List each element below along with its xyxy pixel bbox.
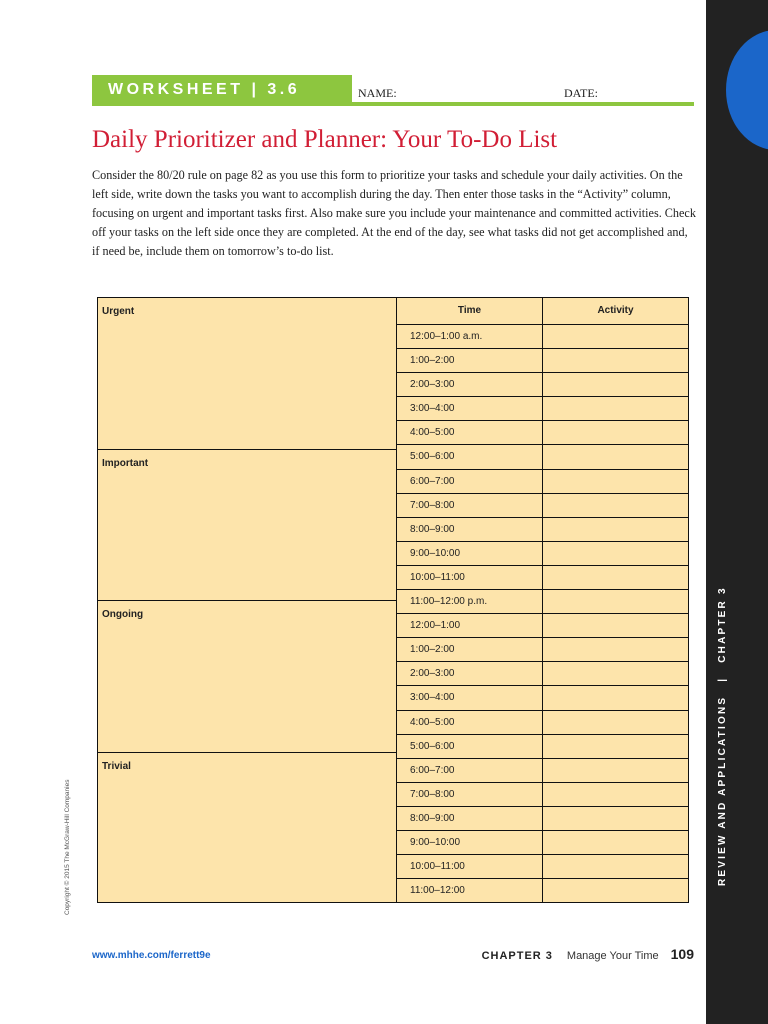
table-row xyxy=(397,711,688,735)
table-row xyxy=(397,542,688,566)
time-slot: 9:00–10:00 xyxy=(397,542,543,565)
table-row xyxy=(397,494,688,518)
priority-label: Important xyxy=(102,458,149,469)
side-chapter-label: CHAPTER 3 xyxy=(717,586,728,663)
time-slot: 2:00–3:00 xyxy=(397,373,543,396)
time-slot: 9:00–10:00 xyxy=(397,831,543,854)
table-row xyxy=(397,686,688,710)
activity-cell[interactable] xyxy=(543,614,688,637)
table-row xyxy=(397,879,688,903)
priority-cell-ongoing[interactable] xyxy=(98,601,396,753)
activity-column-header: Activity xyxy=(597,305,634,316)
time-slot: 4:00–5:00 xyxy=(397,421,543,444)
activity-cell[interactable] xyxy=(543,638,688,661)
table-row xyxy=(397,397,688,421)
priority-column xyxy=(98,298,397,902)
priority-cell-trivial[interactable] xyxy=(98,753,396,902)
time-slot: 12:00–1:00 xyxy=(397,614,543,637)
priority-label: Ongoing xyxy=(102,609,144,620)
time-slot: 11:00–12:00 p.m. xyxy=(397,590,543,613)
activity-cell[interactable] xyxy=(543,662,688,685)
activity-cell[interactable] xyxy=(543,783,688,806)
time-slot: 5:00–6:00 xyxy=(397,735,543,758)
date-field-label: DATE: xyxy=(564,86,598,100)
activity-cell[interactable] xyxy=(543,686,688,709)
worksheet-header xyxy=(92,75,694,108)
table-row xyxy=(397,590,688,614)
copyright-notice: Copyright © 2015 The McGraw-Hill Companies xyxy=(64,779,71,915)
table-row xyxy=(397,614,688,638)
table-row xyxy=(397,807,688,831)
page-number: 109 xyxy=(670,946,694,962)
table-row xyxy=(397,783,688,807)
time-slot: 12:00–1:00 a.m. xyxy=(397,325,543,348)
activity-cell[interactable] xyxy=(543,325,688,348)
time-slot: 3:00–4:00 xyxy=(397,397,543,420)
table-row xyxy=(397,759,688,783)
table-row xyxy=(397,421,688,445)
side-review-label: REVIEW AND APPLICATIONS xyxy=(717,695,728,886)
table-row xyxy=(397,445,688,469)
time-slot: 7:00–8:00 xyxy=(397,783,543,806)
activity-cell[interactable] xyxy=(543,566,688,589)
activity-cell[interactable] xyxy=(543,807,688,830)
time-slot: 6:00–7:00 xyxy=(397,470,543,493)
table-header-row xyxy=(397,298,688,325)
time-slot: 8:00–9:00 xyxy=(397,518,543,541)
priority-cell-important[interactable] xyxy=(98,450,396,601)
time-slot: 5:00–6:00 xyxy=(397,445,543,468)
table-row xyxy=(397,566,688,590)
table-row xyxy=(397,349,688,373)
activity-cell[interactable] xyxy=(543,349,688,372)
activity-cell[interactable] xyxy=(543,421,688,444)
time-column-header: Time xyxy=(397,298,543,324)
time-slot: 1:00–2:00 xyxy=(397,638,543,661)
activity-cell[interactable] xyxy=(543,542,688,565)
priority-label: Trivial xyxy=(102,761,131,772)
page-footer xyxy=(482,946,694,964)
time-slot: 6:00–7:00 xyxy=(397,759,543,782)
activity-cell[interactable] xyxy=(543,397,688,420)
schedule-column xyxy=(397,298,688,902)
table-row xyxy=(397,831,688,855)
activity-cell[interactable] xyxy=(543,831,688,854)
table-row xyxy=(397,855,688,879)
activity-cell[interactable] xyxy=(543,494,688,517)
time-slot: 1:00–2:00 xyxy=(397,349,543,372)
time-slot: 10:00–11:00 xyxy=(397,566,543,589)
activity-cell[interactable] xyxy=(543,759,688,782)
planner-table xyxy=(97,297,689,903)
activity-cell[interactable] xyxy=(543,735,688,758)
activity-cell[interactable] xyxy=(543,590,688,613)
priority-label: Urgent xyxy=(102,306,135,317)
time-slot: 8:00–9:00 xyxy=(397,807,543,830)
time-slot: 10:00–11:00 xyxy=(397,855,543,878)
footer-chapter: CHAPTER 3 xyxy=(481,950,553,962)
table-row xyxy=(397,470,688,494)
page-title: Daily Prioritizer and Planner: Your To-Do List xyxy=(92,126,558,153)
time-slot: 2:00–3:00 xyxy=(397,662,543,685)
footer-section: Manage Your Time xyxy=(566,950,659,962)
side-running-head xyxy=(716,586,730,886)
table-row xyxy=(397,373,688,397)
table-row xyxy=(397,638,688,662)
table-row xyxy=(397,518,688,542)
activity-cell[interactable] xyxy=(543,855,688,878)
worksheet-label: WORKSHEET | 3.6 xyxy=(92,75,352,105)
website-link[interactable]: www.mhhe.com/ferrett9e xyxy=(92,950,211,961)
activity-cell[interactable] xyxy=(543,879,688,903)
time-slot: 3:00–4:00 xyxy=(397,686,543,709)
time-slot: 4:00–5:00 xyxy=(397,711,543,734)
activity-cell[interactable] xyxy=(543,470,688,493)
priority-cell-urgent[interactable] xyxy=(98,298,396,450)
table-row xyxy=(397,325,688,349)
intro-paragraph: Consider the 80/20 rule on page 82 as you use this form to prioritize your tasks and schedule your daily activities. On the left side, write down the tasks you want to accomplish during the day. Then enter those tasks in the “Activity” column, focusing on urgent and important tasks first. Also make sure you include your maintenance and committed activities. Check off your tasks on the left side once they are completed. At the end of the day, see what tasks did not get accomplished and, if need be, include them on tomorrow’s to-do list. xyxy=(92,168,696,258)
activity-cell[interactable] xyxy=(543,445,688,468)
activity-cell[interactable] xyxy=(543,518,688,541)
table-row xyxy=(397,662,688,686)
activity-cell[interactable] xyxy=(543,711,688,734)
activity-cell[interactable] xyxy=(543,373,688,396)
side-separator: | xyxy=(717,676,728,682)
time-slot: 11:00–12:00 xyxy=(397,879,543,903)
time-slot: 7:00–8:00 xyxy=(397,494,543,517)
name-field-label: NAME: xyxy=(358,86,397,100)
table-row xyxy=(397,735,688,759)
